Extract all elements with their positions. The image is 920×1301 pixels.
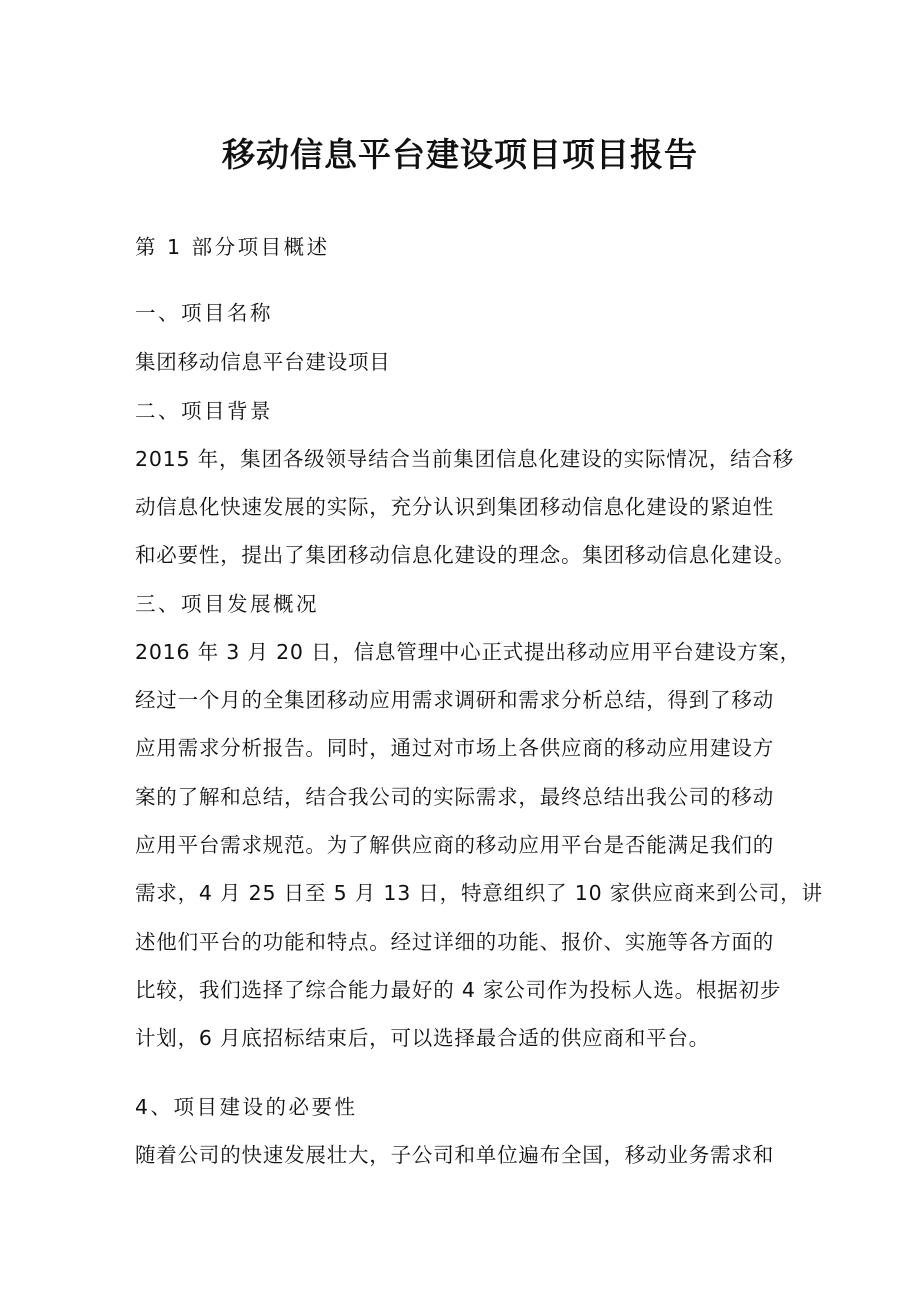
part-heading: 第 1 部分项目概述 (135, 235, 330, 259)
section-1-heading: 一、项目名称 (135, 301, 273, 325)
document-title: 移动信息平台建设项目项目报告 (222, 135, 698, 174)
section-2-line: 动信息化快速发展的实际，充分认识到集团移动信息化建设的紧迫性 (135, 495, 774, 519)
section-3-line: 需求，4 月 25 日至 5 月 13 日，特意组织了 10 家供应商来到公司，讲 (135, 881, 823, 905)
section-3-heading: 三、项目发展概况 (135, 592, 319, 616)
section-3-line: 应用平台需求规范。为了解供应商的移动应用平台是否能满足我们的 (135, 833, 774, 857)
section-1-line: 集团移动信息平台建设项目 (135, 350, 391, 374)
section-3-line: 案的了解和总结，结合我公司的实际需求，最终总结出我公司的移动 (135, 785, 774, 809)
section-3-line: 述他们平台的功能和特点。经过详细的功能、报价、实施等各方面的 (135, 930, 774, 954)
section-4-line: 随着公司的快速发展壮大，子公司和单位遍布全国，移动业务需求和 (135, 1143, 774, 1167)
section-3-line: 计划，6 月底招标结束后，可以选择最合适的供应商和平台。 (135, 1026, 710, 1050)
section-3-line: 2016 年 3 月 20 日，信息管理中心正式提出移动应用平台建设方案， (135, 640, 801, 664)
section-4-heading: 4、项目建设的必要性 (135, 1095, 358, 1119)
section-3-line: 比较，我们选择了综合能力最好的 4 家公司作为投标人选。根据初步 (135, 978, 782, 1002)
section-2-heading: 二、项目背景 (135, 399, 273, 423)
section-2-line: 和必要性，提出了集团移动信息化建设的理念。集团移动信息化建设。 (135, 543, 796, 567)
section-3-line: 应用需求分析报告。同时，通过对市场上各供应商的移动应用建设方 (135, 736, 774, 760)
section-3-line: 经过一个月的全集团移动应用需求调研和需求分析总结，得到了移动 (135, 688, 774, 712)
section-2-line: 2015 年，集团各级领导结合当前集团信息化建设的实际情况，结合移 (135, 447, 795, 471)
